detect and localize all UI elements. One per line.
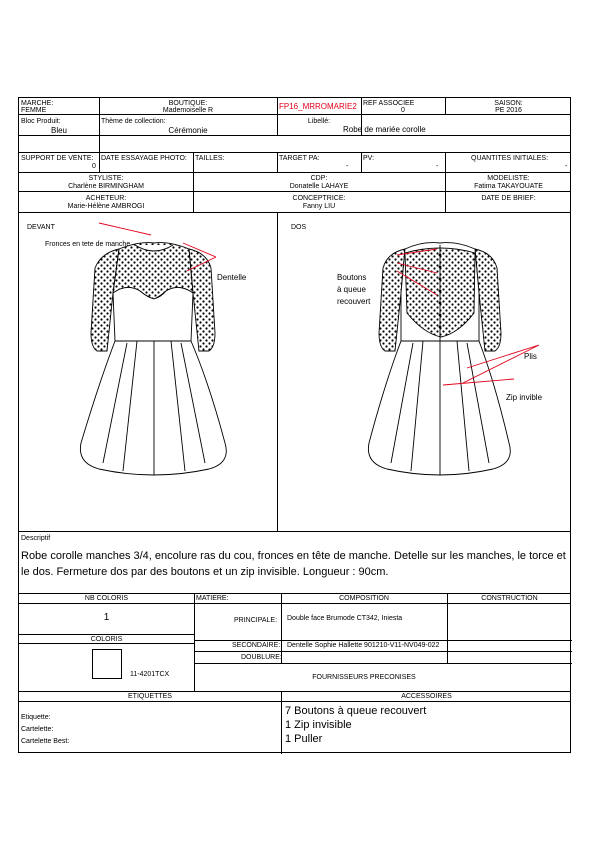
styliste-value: Charlène BIRMINGHAM <box>68 183 144 190</box>
conceptrice-value: Fanny LIU <box>302 203 336 210</box>
row-divider <box>194 651 572 652</box>
back-view-label: DOS <box>291 224 307 231</box>
row-divider <box>19 152 570 153</box>
date-essayage-label: DATE ESSAYAGE PHOTO: <box>101 155 187 162</box>
modeliste-value: Fatima TAKAYOUATE <box>474 183 543 190</box>
accessoires-label: ACCESSOIRES <box>401 693 452 700</box>
saison-value: PE 2016 <box>495 107 522 114</box>
composition-label: COMPOSITION <box>339 595 389 602</box>
bloc-produit-label: Bloc Produit: <box>21 118 61 125</box>
ref-associee-label: REF ASSOCIEE <box>363 100 415 107</box>
row-divider <box>19 593 570 594</box>
target-pa-label: TARGET PA: <box>279 155 320 162</box>
support-label: SUPPORT DE VENTE: <box>21 155 94 162</box>
front-dress-drawing <box>80 243 226 475</box>
cartelette-line: Cartelette: <box>21 726 54 733</box>
row-divider <box>19 603 570 604</box>
conceptrice-label: CONCEPTRICE: <box>292 195 346 202</box>
boutique-value: Mademoiselle R <box>162 107 214 114</box>
accessoire-zip: 1 Zip invisible <box>285 719 352 731</box>
modeliste-label: MODELISTE: <box>487 175 530 182</box>
libelle-label: Libellé: <box>307 118 331 125</box>
support-value: 0 <box>92 163 96 170</box>
libelle-value: Robe de mariée corolle <box>343 125 426 134</box>
construction-label: CONSTRUCTION <box>481 595 538 602</box>
nb-coloris-value: 1 <box>103 612 110 623</box>
quantites-label: QUANTITES INITIALES: <box>471 155 549 162</box>
marche-label: MARCHE: <box>21 100 54 107</box>
etiquette-line: Etiquette: <box>21 714 51 721</box>
saison-label: SAISON: <box>494 100 523 107</box>
acheteur-label: ACHETEUR: <box>85 195 127 202</box>
target-pa-value: - <box>346 163 349 170</box>
nb-coloris-label: NB COLORIS <box>84 595 129 602</box>
coloris-label: COLORIS <box>90 636 123 643</box>
front-view-label: DEVANT <box>27 224 55 231</box>
row-divider <box>19 191 570 192</box>
row-divider <box>19 634 194 635</box>
row-divider <box>19 691 570 692</box>
styliste-label: STYLISTE: <box>88 175 124 182</box>
row-divider <box>19 531 570 532</box>
matiere-label: MATIERE: <box>196 595 229 602</box>
pv-value: - <box>436 163 439 170</box>
coloris-code: 11-4201TCX <box>130 671 170 678</box>
descriptif-label: Descriptif <box>21 535 51 542</box>
note-dentelle: Dentelle <box>217 273 247 282</box>
fournisseurs-label: FOURNISSEURS PRECONISES <box>312 674 416 681</box>
principale-label: PRINCIPALE: <box>234 617 278 624</box>
principale-value: Double face Brumode CT342, Iniesta <box>287 615 403 622</box>
marche-value: FEMME <box>21 107 47 114</box>
secondaire-value: Dentelle Sophie Hallette 901210-V11-NV049-022 <box>287 642 440 649</box>
theme-label: Thème de collection: <box>101 118 166 125</box>
boutique-label: BOUTIQUE: <box>168 100 208 107</box>
descriptif-line-2: le dos. Fermeture dos par des boutons et un zip invisible. Longueur : 90cm. <box>21 566 389 578</box>
note-fronces: Fronces en tete de manche <box>45 241 131 248</box>
theme-value: Cérémonie <box>168 126 208 135</box>
note-zip: Zip invible <box>506 393 543 402</box>
row-divider <box>194 640 572 641</box>
descriptif-line-1: Robe corolle manches 3/4, encolure ras du cou, fronces en tête de manche. Detelle sur les manches, le torce et <box>21 550 566 562</box>
tailles-label: TAILLES: <box>195 155 225 162</box>
date-brief-label: DATE DE BRIEF: <box>481 195 536 202</box>
note-plis: Plis <box>524 352 537 361</box>
row-divider <box>19 172 570 173</box>
cdp-label: CDP: <box>310 175 328 182</box>
note-a-queue: à queue <box>337 285 366 294</box>
reference-code: FP16_MRROMARIE2 <box>279 102 357 111</box>
accessoire-puller: 1 Puller <box>285 733 323 745</box>
row-divider <box>19 701 570 702</box>
spec-sheet <box>18 97 571 753</box>
accessoire-boutons: 7 Boutons à queue recouvert <box>285 705 427 717</box>
secondaire-label: SECONDAIRE: <box>232 642 281 649</box>
back-dress-drawing <box>368 243 510 475</box>
doublure-label: DOUBLURE: <box>241 654 282 661</box>
ref-associee-value: 0 <box>401 107 405 114</box>
quantites-value: - <box>565 163 568 170</box>
row-divider <box>19 135 570 136</box>
cdp-value: Donatelle LAHAYE <box>289 183 349 190</box>
pv-label: PV: <box>363 155 375 162</box>
acheteur-value: Marie-Hélène AMBROGI <box>67 203 145 210</box>
note-boutons: Boutons <box>337 273 367 282</box>
bloc-produit-value: Bleu <box>50 126 67 135</box>
cartelette-best-line: Cartelette Best: <box>21 738 70 745</box>
etiquettes-label: ETIQUETTES <box>128 693 172 700</box>
dress-flat-sketch <box>19 213 571 531</box>
row-divider <box>194 663 572 664</box>
note-recouvert: recouvert <box>337 297 371 306</box>
color-swatch <box>92 649 122 679</box>
